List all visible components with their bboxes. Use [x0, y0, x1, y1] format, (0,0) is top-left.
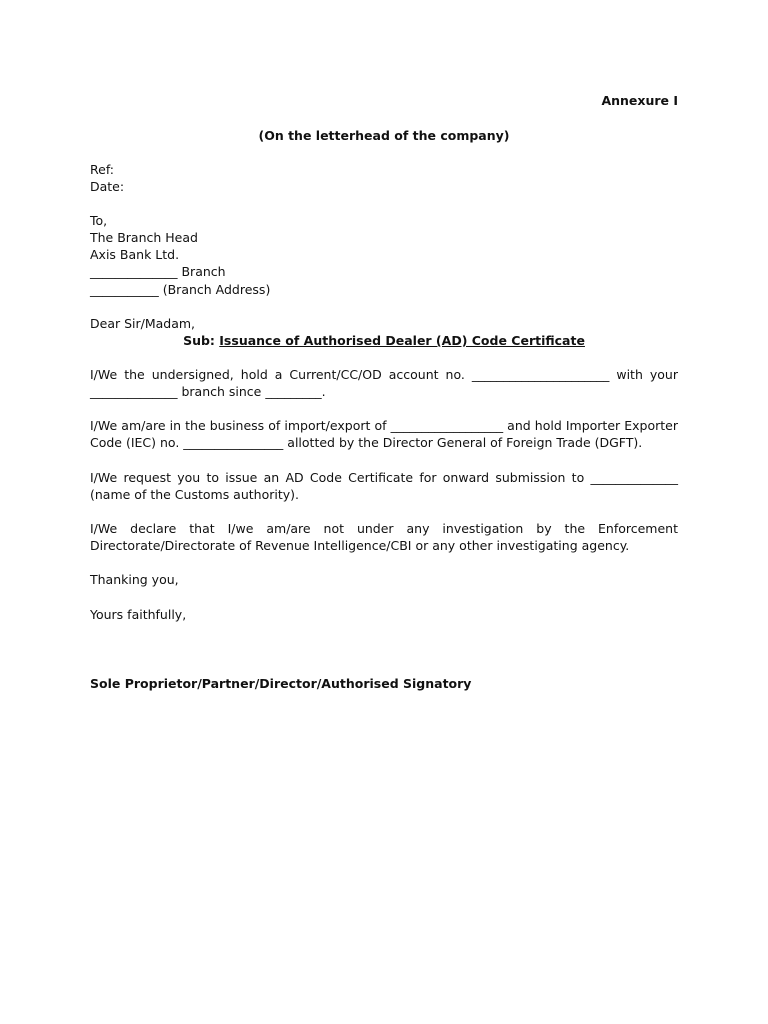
address-line-3: ______________ Branch — [90, 264, 226, 279]
paragraph-request: I/We request you to issue an AD Code Certificate for onward submission to ______________ (name of the Customs authority). — [90, 470, 678, 502]
letterhead-note: (On the letterhead of the company) — [258, 128, 510, 143]
salutation: Dear Sir/Madam, — [90, 316, 196, 331]
paragraph-business: I/We am/are in the business of import/export of __________________ and hold Importer Exporter Code (IEC) no. ________________ allotted by the Director General of Foreign Trade (DGFT). — [90, 418, 678, 450]
paragraph-account: I/We the undersigned, hold a Current/CC/OD account no. ______________________ with your ______________ branch since _________. — [90, 367, 678, 399]
address-to: To, — [90, 213, 108, 228]
address-line-2: Axis Bank Ltd. — [90, 247, 180, 262]
closing-thanks: Thanking you, — [90, 572, 179, 587]
paragraph-declaration: I/We declare that I/we am/are not under any investigation by the Enforcement Directorate/Directorate of Revenue Intelligence/CBI or any other investigating agency. — [90, 521, 678, 553]
annexure-label: Annexure I — [601, 93, 678, 108]
ref-label: Ref: — [90, 162, 114, 177]
subject-text: Issuance of Authorised Dealer (AD) Code Certificate — [219, 333, 585, 348]
subject-label: Sub: — [183, 333, 215, 348]
address-line-1: The Branch Head — [90, 230, 198, 245]
date-label: Date: — [90, 179, 125, 194]
subject-line — [90, 332, 678, 349]
signatory-line: Sole Proprietor/Partner/Director/Authorised Signatory — [90, 676, 472, 691]
address-line-4: ___________ (Branch Address) — [90, 282, 271, 297]
closing-yours: Yours faithfully, — [90, 607, 187, 622]
